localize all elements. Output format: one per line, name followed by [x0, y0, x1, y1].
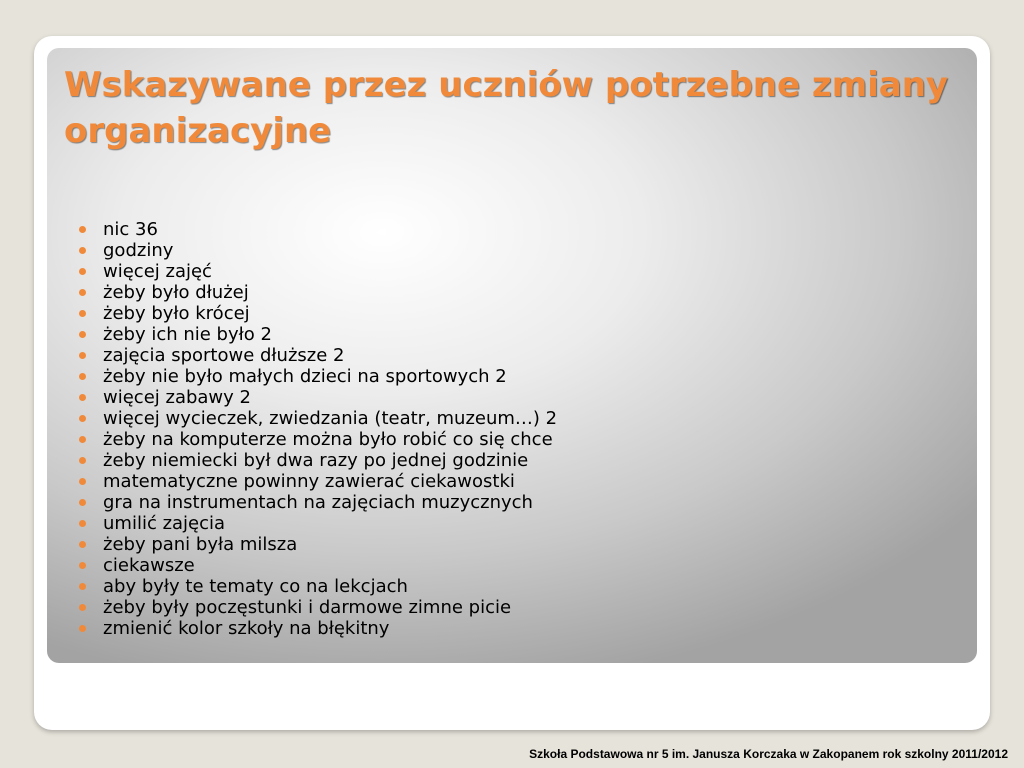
list-item-text: zajęcia sportowe dłuższe 2 — [103, 345, 345, 366]
bullet-dot-icon — [79, 247, 86, 254]
list-item-text: umilić zajęcia — [103, 513, 226, 534]
bullet-dot-icon — [79, 541, 86, 548]
list-item-text: żeby było krócej — [103, 303, 250, 324]
list-item-text: godziny — [103, 240, 174, 261]
bullet-dot-icon — [79, 289, 86, 296]
bullet-dot-icon — [79, 478, 86, 485]
list-item-text: żeby niemiecki był dwa razy po jednej godzinie — [103, 450, 529, 471]
bullet-dot-icon — [79, 352, 86, 359]
list-item-text: matematyczne powinny zawierać ciekawostki — [103, 471, 515, 492]
list-item-text: żeby było dłużej — [103, 282, 249, 303]
bullet-dot-icon — [79, 520, 86, 527]
list-item — [79, 240, 959, 261]
bullet-dot-icon — [79, 394, 86, 401]
list-item-text: nic 36 — [103, 219, 158, 240]
list-item-text: więcej zabawy 2 — [103, 387, 251, 408]
list-item — [79, 492, 959, 513]
bullet-dot-icon — [79, 499, 86, 506]
list-item-text: żeby ich nie było 2 — [103, 324, 272, 345]
list-item-text: więcej zajęć — [103, 261, 212, 282]
list-item-text: aby były te tematy co na lekcjach — [103, 576, 408, 597]
bullet-dot-icon — [79, 415, 86, 422]
bullet-list — [79, 219, 959, 639]
list-item-text: żeby pani była milsza — [103, 534, 298, 555]
footer-text: Szkoła Podstawowa nr 5 im. Janusza Korczaka w Zakopanem rok szkolny 2011/2012 — [529, 747, 1008, 761]
list-item — [79, 555, 959, 576]
list-item — [79, 282, 959, 303]
list-item — [79, 471, 959, 492]
list-item — [79, 324, 959, 345]
list-item — [79, 429, 959, 450]
list-item-text: więcej wycieczek, zwiedzania (teatr, muzeum…) 2 — [103, 408, 558, 429]
list-item — [79, 450, 959, 471]
list-item-text: gra na instrumentach na zajęciach muzycznych — [103, 492, 533, 513]
list-item — [79, 618, 959, 639]
bullet-dot-icon — [79, 625, 86, 632]
list-item-text: żeby nie było małych dzieci na sportowych 2 — [103, 366, 507, 387]
list-item — [79, 408, 959, 429]
list-item-text: żeby były poczęstunki i darmowe zimne picie — [103, 597, 512, 618]
list-item — [79, 387, 959, 408]
list-item — [79, 366, 959, 387]
list-item-text: żeby na komputerze można było robić co się chce — [103, 429, 553, 450]
list-item-text: zmienić kolor szkoły na błękitny — [103, 618, 390, 639]
list-item — [79, 303, 959, 324]
list-item — [79, 534, 959, 555]
list-item — [79, 513, 959, 534]
bullet-dot-icon — [79, 604, 86, 611]
list-item — [79, 576, 959, 597]
bullet-dot-icon — [79, 562, 86, 569]
bullet-dot-icon — [79, 583, 86, 590]
list-item — [79, 261, 959, 282]
bullet-dot-icon — [79, 373, 86, 380]
list-item — [79, 345, 959, 366]
slide-title: Wskazywane przez uczniów potrzebne zmiany organizacyjne — [64, 65, 949, 151]
bullet-dot-icon — [79, 310, 86, 317]
bullet-dot-icon — [79, 226, 86, 233]
list-item-text: ciekawsze — [103, 555, 195, 576]
bullet-dot-icon — [79, 457, 86, 464]
list-item — [79, 219, 959, 240]
bullet-dot-icon — [79, 436, 86, 443]
bullet-dot-icon — [79, 268, 86, 275]
list-item — [79, 597, 959, 618]
bullet-dot-icon — [79, 331, 86, 338]
